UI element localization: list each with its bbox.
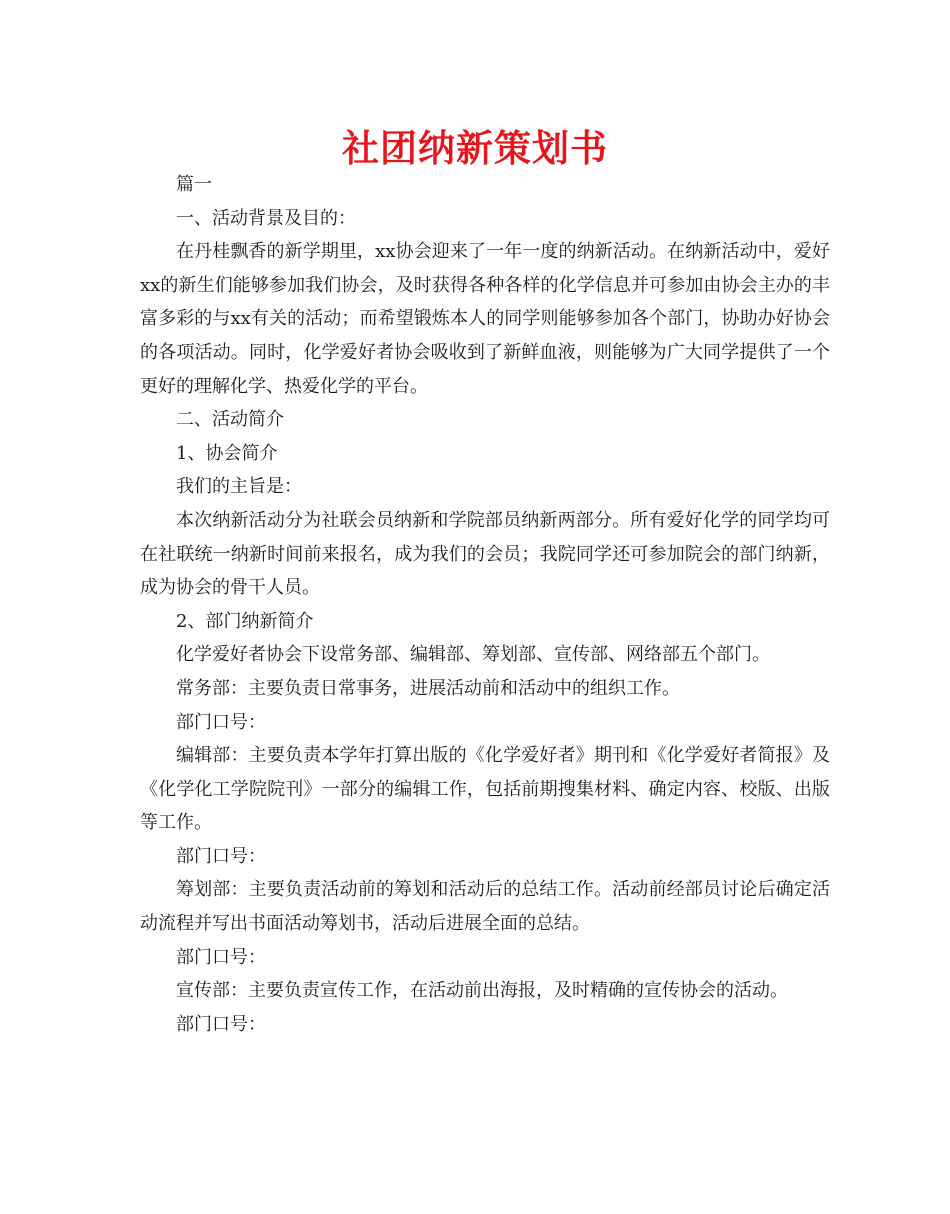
heading-activity-intro: 二、活动简介 (176, 409, 284, 431)
paragraph-planning: 筹划部：主要负责活动前的筹划和活动后的总结工作。活动前经部员讨论后确定活动流程并写出书面活动筹划书，活动后进展全面的总结。 (140, 879, 830, 935)
paragraph-slogan: 部门口号： (176, 845, 266, 867)
section-label: 篇一 (176, 174, 212, 195)
heading-background-purpose: 一、活动背景及目的： (176, 207, 356, 229)
heading-department-intro: 2、部门纳新简介 (176, 610, 314, 632)
paragraph-recruitment: 本次纳新活动分为社联会员纳新和学院部员纳新两部分。所有爱好化学的同学均可在社联统一纳新时间前来报名，成为我们的会员；我院同学还可参加院会的部门纳新，成为协会的骨干人员。 (140, 509, 830, 599)
paragraph-publicity: 宣传部：主要负责宣传工作，在活动前出海报，及时精确的宣传协会的活动。 (176, 980, 788, 1002)
paragraph-slogan: 部门口号： (176, 1013, 266, 1035)
document-body (140, 168, 830, 1041)
paragraph-slogan: 部门口号： (176, 711, 266, 733)
paragraph-editorial: 编辑部：主要负责本学年打算出版的《化学爱好者》期刊和《化学爱好者简报》及《化学化工学院院刊》一部分的编辑工作，包括前期搜集材料、确定内容、校版、出版等工作。 (140, 745, 830, 834)
paragraph-background: 在丹桂飘香的新学期里，xx协会迎来了一年一度的纳新活动。在纳新活动中，爱好xx的新生们能够参加我们协会，及时获得各种各样的化学信息并可参加由协会主办的丰富多彩的与xx有关的活动；而希望锻炼本人的同学则能够参加各个部门，协助办好协会的各项活动。同时，化学爱好者协会吸收到了新鲜血液，则能够为广大同学提供了一个更好的理解化学、热爱化学的平台。 (140, 241, 830, 397)
paragraph-departments: 化学爱好者协会下设常务部、编辑部、筹划部、宣传部、网络部五个部门。 (176, 644, 770, 666)
heading-association-intro: 1、协会简介 (176, 442, 278, 464)
paragraph-purpose-label: 我们的主旨是： (176, 476, 302, 498)
paragraph-slogan: 部门口号： (176, 946, 266, 968)
document-title: 社团纳新策划书 (342, 127, 608, 170)
paragraph-general-affairs: 常务部：主要负责日常事务，进展活动前和活动中的组织工作。 (176, 677, 680, 699)
